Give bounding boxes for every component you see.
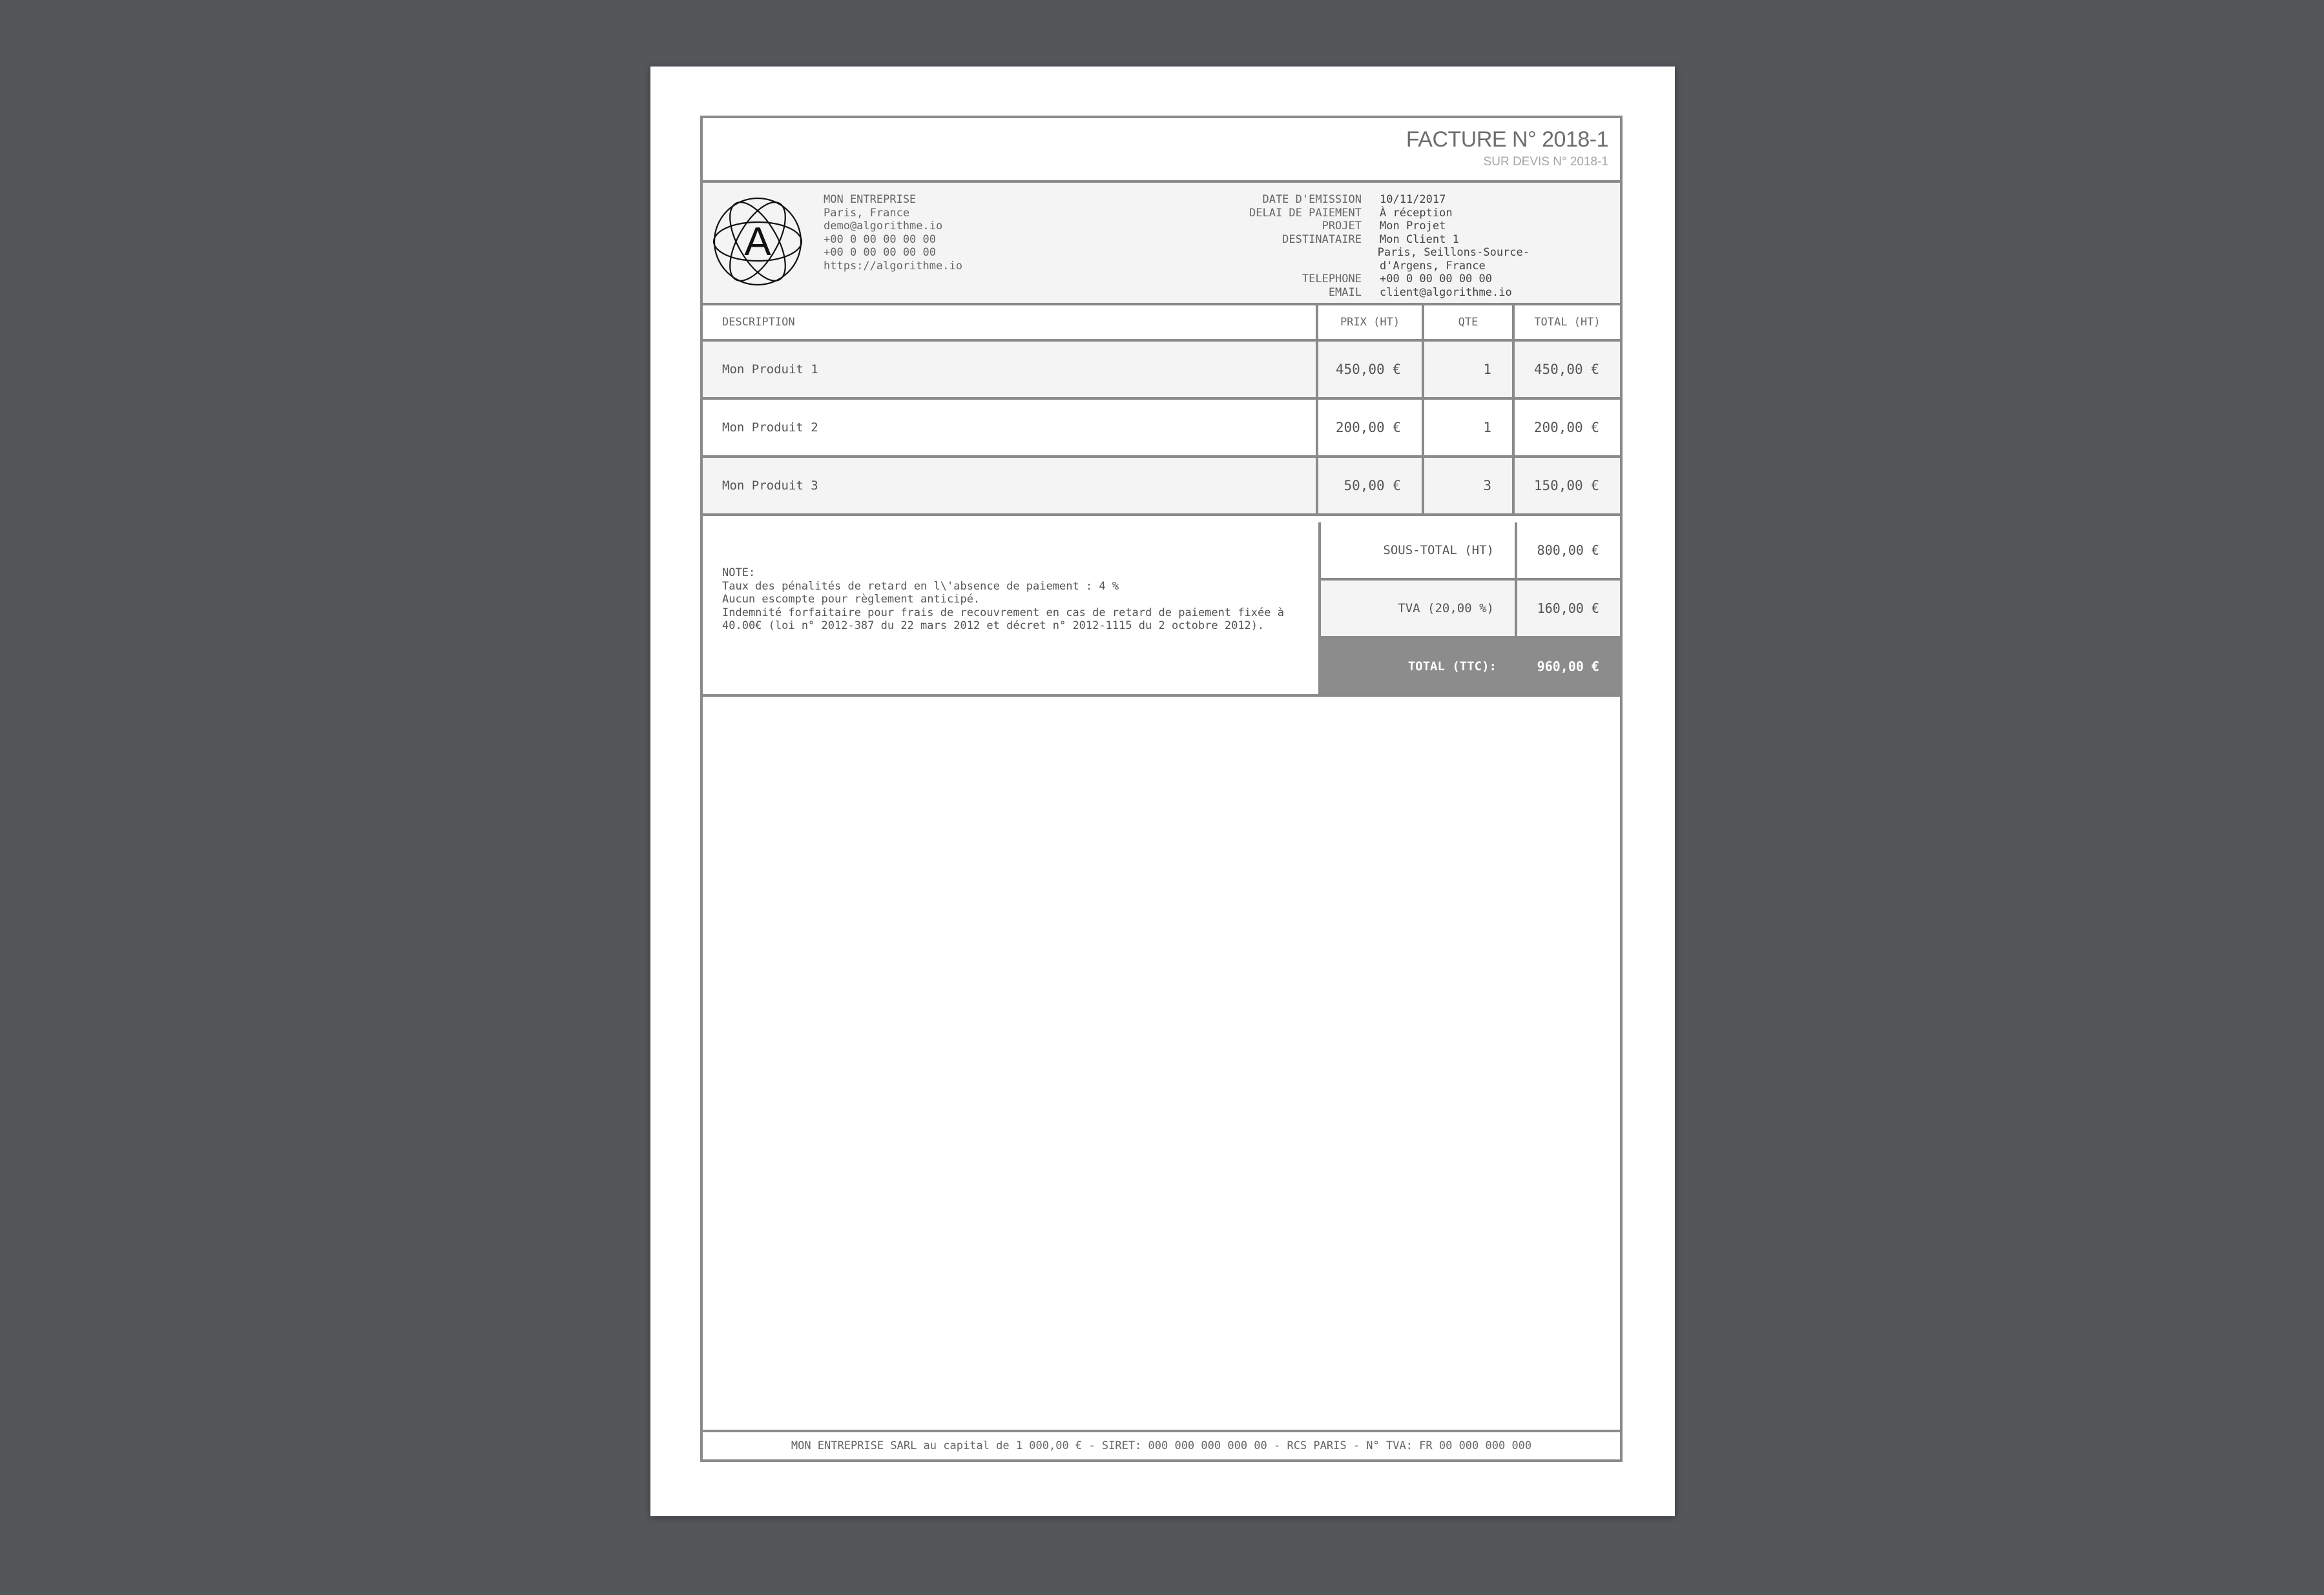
meta-row-email (1168, 286, 1530, 300)
row-description: Mon Produit 2 (703, 400, 1318, 455)
company-info (824, 193, 962, 273)
table-row (703, 342, 1620, 400)
tva-row (1321, 581, 1620, 639)
invoice-title: FACTURE N° 2018-1 (1406, 127, 1608, 152)
meta-label: TELEPHONE (1302, 273, 1362, 285)
invoice-meta (1168, 193, 1530, 299)
row-qte: 1 (1424, 342, 1515, 397)
summary-section (703, 522, 1620, 697)
note-line: Indemnité forfaitaire pour frais de recouvrement en cas de retard de paiement fixée à (722, 606, 1284, 619)
meta-label: DESTINATAIRE (1282, 232, 1362, 246)
row-total: 150,00 € (1533, 478, 1599, 493)
meta-value: client@algorithme.io (1380, 285, 1512, 299)
table-row (703, 458, 1620, 516)
meta-label: PROJET (1322, 220, 1362, 232)
note-line: Aucun escompte pour règlement anticipé. (722, 593, 980, 606)
meta-value: +00 0 00 00 00 00 (1380, 273, 1492, 285)
company-phone-2: +00 0 00 00 00 00 (824, 246, 936, 259)
title-block (703, 118, 1620, 180)
meta-label: DELAI DE PAIEMENT (1249, 206, 1362, 220)
atom-logo-icon (712, 192, 804, 291)
invoice-subtitle: SUR DEVIS N° 2018-1 (1483, 155, 1608, 169)
meta-value: 10/11/2017 (1380, 193, 1446, 206)
header-band (703, 180, 1620, 305)
subtotal-label: SOUS-TOTAL (HT) (1321, 522, 1517, 578)
subtotal-value: 800,00 € (1537, 542, 1599, 558)
header-qte: QTE (1424, 305, 1515, 339)
meta-value: Mon Projet (1380, 220, 1446, 232)
meta-label: EMAIL (1328, 285, 1362, 299)
note-line: 40.00€ (loi n° 2012-387 du 22 mars 2012 et décret n° 2012-1115 du 2 octobre 2012). (722, 619, 1265, 632)
company-city: Paris, France (824, 206, 910, 220)
logo-letter: A (744, 220, 771, 264)
legal-footer: MON ENTREPRISE SARL au capital de 1 000,00 € - SIRET: 000 000 000 000 00 - RCS PARIS - N° TVA: FR 00 000 000 000 (703, 1430, 1620, 1459)
subtotal-row (1321, 522, 1620, 581)
company-phone: +00 0 00 00 00 00 (824, 232, 936, 246)
meta-label: DATE D'EMISSION (1262, 193, 1362, 206)
row-prix: 50,00 € (1318, 458, 1424, 513)
table-row (703, 400, 1620, 458)
table-header-row (703, 305, 1620, 342)
tva-value: 160,00 € (1537, 601, 1599, 616)
header-description: DESCRIPTION (703, 305, 1318, 339)
company-email: demo@algorithme.io (824, 220, 943, 232)
row-total: 450,00 € (1533, 362, 1599, 377)
company-website: https://algorithme.io (824, 259, 962, 273)
meta-row-delai (1168, 207, 1530, 220)
row-description: Mon Produit 1 (703, 342, 1318, 397)
row-total: 200,00 € (1533, 420, 1599, 435)
invoice-page (650, 67, 1675, 1516)
company-name: MON ENTREPRISE (824, 193, 917, 206)
meta-value: Paris, Seillons-Source- (1377, 246, 1530, 259)
meta-value: À réception (1380, 206, 1453, 220)
meta-row-telephone (1168, 273, 1530, 286)
row-prix: 450,00 € (1318, 342, 1424, 397)
header-total: TOTAL (HT) (1534, 316, 1601, 329)
row-prix: 200,00 € (1318, 400, 1424, 455)
payment-note (722, 566, 1303, 633)
meta-value: Mon Client 1 (1380, 232, 1459, 246)
total-label: TOTAL (TTC): (1407, 659, 1497, 674)
total-value: 960,00 € (1537, 659, 1599, 674)
meta-row-projet (1168, 220, 1530, 233)
meta-row-address-1 (1168, 246, 1530, 260)
row-qte: 3 (1424, 458, 1515, 513)
header-prix: PRIX (HT) (1318, 305, 1424, 339)
note-heading: NOTE: (722, 566, 756, 579)
meta-row-address-2 (1168, 260, 1530, 273)
totals-column (1318, 522, 1620, 694)
tva-label: TVA (20,00 %) (1321, 581, 1517, 636)
row-qte: 1 (1424, 400, 1515, 455)
meta-label (1168, 246, 1378, 260)
invoice-frame (700, 116, 1623, 1462)
row-description: Mon Produit 3 (703, 458, 1318, 513)
meta-value: d'Argens, France (1380, 259, 1486, 273)
note-line: Taux des pénalités de retard en l\'absence de paiement : 4 % (722, 579, 1119, 593)
total-row (1321, 639, 1620, 694)
meta-label (1168, 260, 1380, 273)
meta-row-date (1168, 193, 1530, 207)
meta-row-destinataire (1168, 233, 1530, 247)
